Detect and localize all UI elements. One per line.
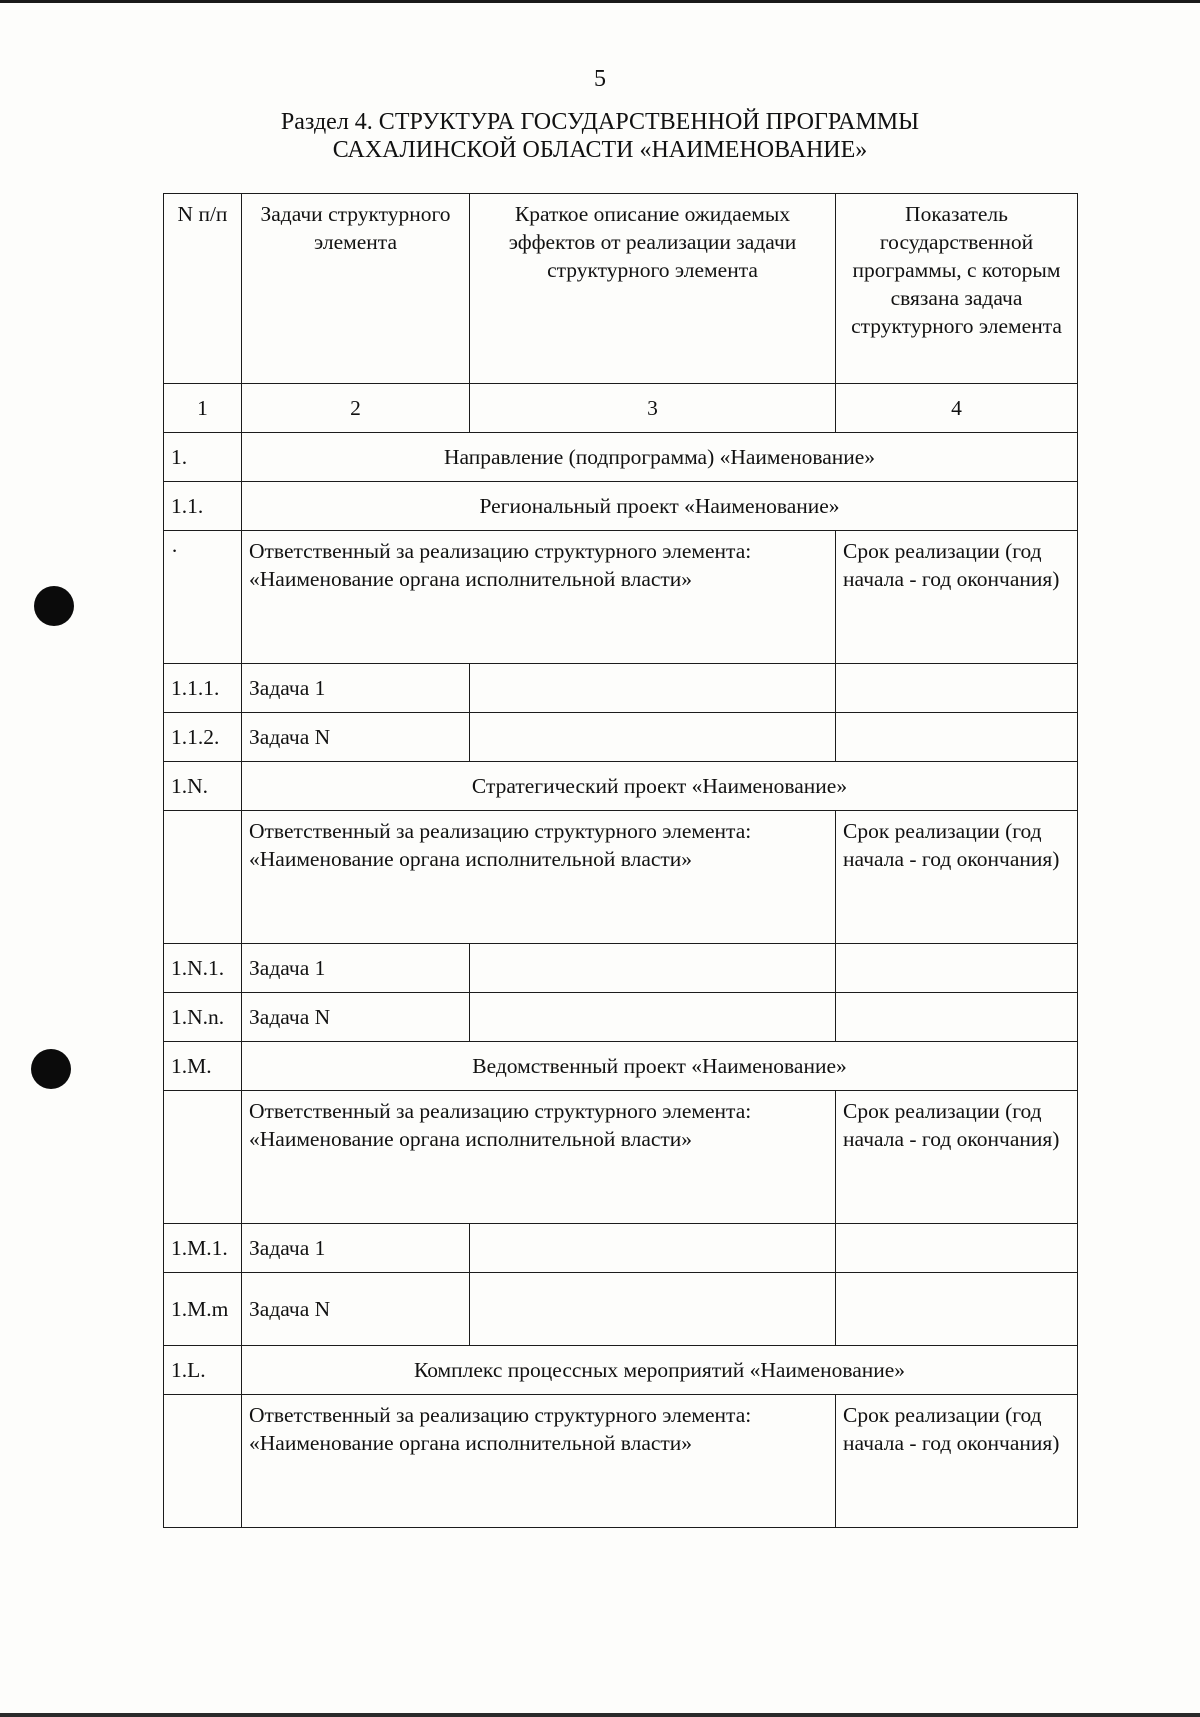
responsible-row xyxy=(164,1091,1078,1224)
column-number: 3 xyxy=(470,384,836,433)
task-num: 1.1.2. xyxy=(164,713,242,762)
responsible-text: Ответственный за реализацию структурного элемента: «Наименование органа исполнительной власти» xyxy=(242,811,836,944)
task-name: Задача N xyxy=(242,713,470,762)
section-title-line-2: САХАЛИНСКОЙ ОБЛАСТИ «НАИМЕНОВАНИЕ» xyxy=(332,137,868,163)
task-indicator-cell xyxy=(836,1224,1078,1273)
column-number: 2 xyxy=(242,384,470,433)
task-indicator-cell xyxy=(836,664,1078,713)
responsible-num: · xyxy=(164,531,242,664)
task-name: Задача 1 xyxy=(242,664,470,713)
column-number-row xyxy=(164,384,1078,433)
project-title: Стратегический проект «Наименование» xyxy=(242,762,1078,811)
section-title xyxy=(0,108,1200,164)
project-num: 1.1. xyxy=(164,482,242,531)
task-effect-cell xyxy=(470,944,836,993)
task-name: Задача N xyxy=(242,993,470,1042)
task-indicator-cell xyxy=(836,993,1078,1042)
punch-hole-upper xyxy=(34,586,74,626)
header-num: N п/п xyxy=(164,194,242,384)
scan-edge-top xyxy=(0,0,1200,3)
punch-hole-lower xyxy=(31,1049,71,1089)
responsible-text: Ответственный за реализацию структурного элемента: «Наименование органа исполнительной власти» xyxy=(242,1091,836,1224)
column-number: 4 xyxy=(836,384,1078,433)
page-number: 5 xyxy=(594,66,606,92)
project-num: 1.M. xyxy=(164,1042,242,1091)
term-text: Срок реализации (год начала - год окончания) xyxy=(836,1395,1078,1528)
project-num: 1.L. xyxy=(164,1346,242,1395)
header-indicator: Показатель государственной программы, с которым связана задача структурного элемента xyxy=(836,194,1078,384)
responsible-num xyxy=(164,811,242,944)
responsible-text: Ответственный за реализацию структурного элемента: «Наименование органа исполнительной власти» xyxy=(242,1395,836,1528)
task-row xyxy=(164,993,1078,1042)
task-row xyxy=(164,1224,1078,1273)
task-indicator-cell xyxy=(836,944,1078,993)
task-effect-cell xyxy=(470,713,836,762)
project-row xyxy=(164,762,1078,811)
task-indicator-cell xyxy=(836,1273,1078,1346)
header-effects: Краткое описание ожидаемых эффектов от реализации задачи структурного элемента xyxy=(470,194,836,384)
project-row xyxy=(164,1346,1078,1395)
structure-table xyxy=(163,193,1078,1528)
task-row xyxy=(164,1273,1078,1346)
project-title: Комплекс процессных мероприятий «Наименование» xyxy=(242,1346,1078,1395)
responsible-row xyxy=(164,1395,1078,1528)
task-row xyxy=(164,713,1078,762)
responsible-row xyxy=(164,531,1078,664)
direction-num: 1. xyxy=(164,433,242,482)
column-number: 1 xyxy=(164,384,242,433)
task-name: Задача 1 xyxy=(242,1224,470,1273)
task-row xyxy=(164,664,1078,713)
task-num: 1.N.1. xyxy=(164,944,242,993)
task-row xyxy=(164,944,1078,993)
project-row xyxy=(164,482,1078,531)
task-effect-cell xyxy=(470,664,836,713)
direction-row xyxy=(164,433,1078,482)
scan-edge-bottom xyxy=(0,1713,1200,1717)
task-indicator-cell xyxy=(836,713,1078,762)
term-text: Срок реализации (год начала - год окончания) xyxy=(836,811,1078,944)
header-row xyxy=(164,194,1078,384)
section-title-line-1: Раздел 4. СТРУКТУРА ГОСУДАРСТВЕННОЙ ПРОГРАММЫ xyxy=(280,109,920,135)
direction-title: Направление (подпрограмма) «Наименование» xyxy=(242,433,1078,482)
project-row xyxy=(164,1042,1078,1091)
task-num: 1.M.m xyxy=(164,1273,242,1346)
task-num: 1.1.1. xyxy=(164,664,242,713)
task-name: Задача N xyxy=(242,1273,470,1346)
term-text: Срок реализации (год начала - год окончания) xyxy=(836,1091,1078,1224)
responsible-num xyxy=(164,1091,242,1224)
project-title: Ведомственный проект «Наименование» xyxy=(242,1042,1078,1091)
responsible-text: Ответственный за реализацию структурного элемента: «Наименование органа исполнительной власти» xyxy=(242,531,836,664)
task-effect-cell xyxy=(470,1224,836,1273)
responsible-row xyxy=(164,811,1078,944)
project-num: 1.N. xyxy=(164,762,242,811)
task-name: Задача 1 xyxy=(242,944,470,993)
task-effect-cell xyxy=(470,993,836,1042)
project-title: Региональный проект «Наименование» xyxy=(242,482,1078,531)
task-num: 1.N.n. xyxy=(164,993,242,1042)
task-num: 1.M.1. xyxy=(164,1224,242,1273)
term-text: Срок реализации (год начала - год окончания) xyxy=(836,531,1078,664)
header-tasks: Задачи структурного элемента xyxy=(242,194,470,384)
task-effect-cell xyxy=(470,1273,836,1346)
responsible-num xyxy=(164,1395,242,1528)
